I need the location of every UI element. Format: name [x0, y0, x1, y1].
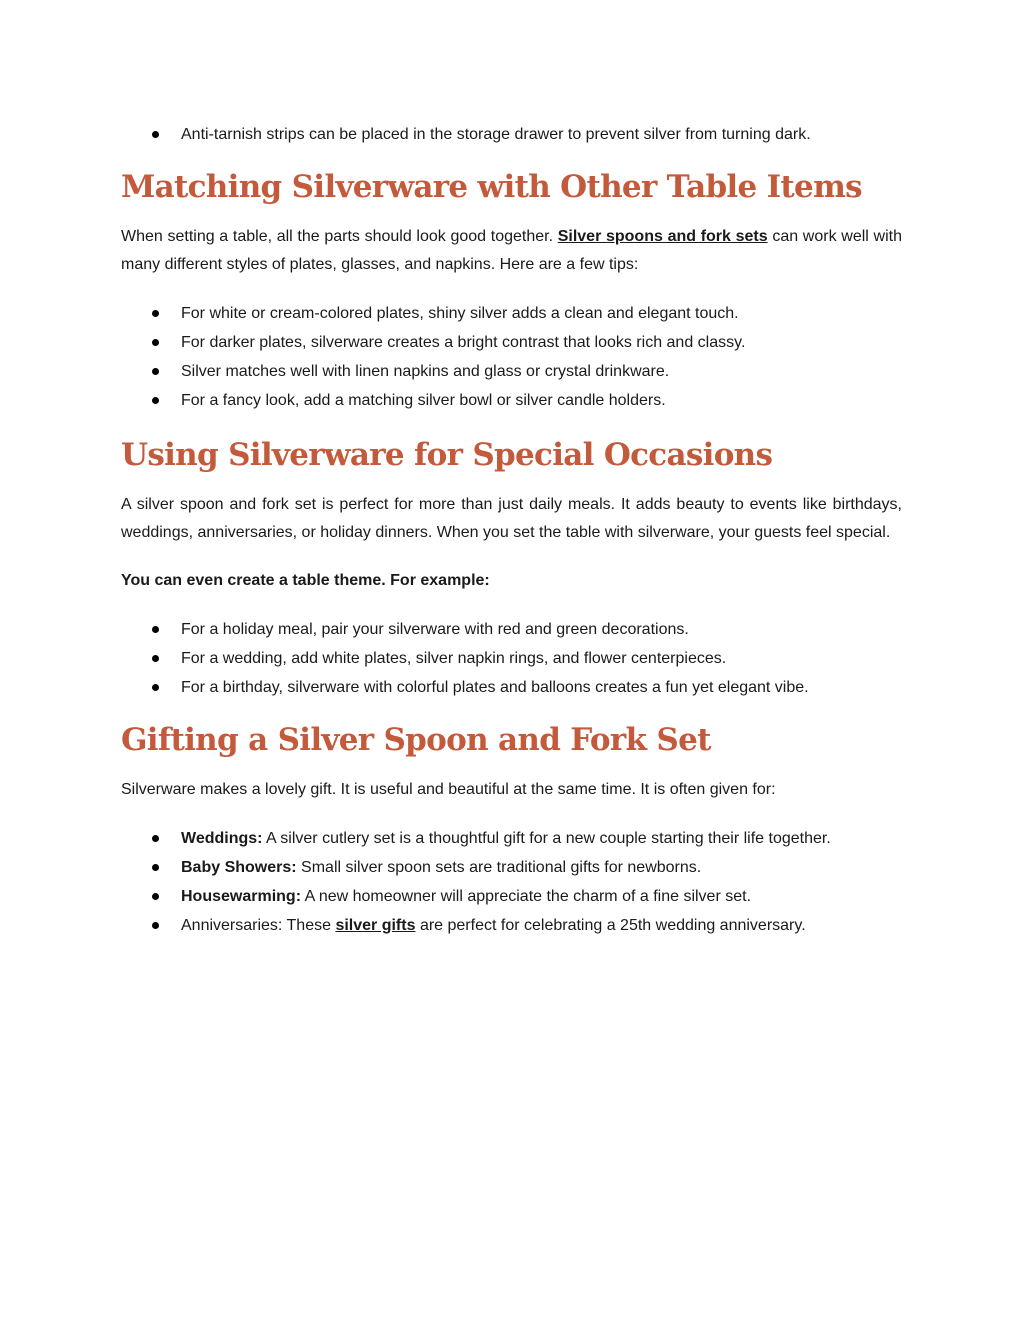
list-item: For a holiday meal, pair your silverware with red and green decorations. [121, 615, 902, 644]
list-item: For a birthday, silverware with colorful plates and balloons creates a fun yet elegant vibe. [121, 673, 902, 702]
bullet-label: Housewarming: [181, 888, 302, 905]
list-item: For a fancy look, add a matching silver bowl or silver candle holders. [121, 386, 902, 415]
bullet-text: A silver cutlery set is a thoughtful gift for a new couple starting their life together. [266, 830, 831, 847]
gift-occasions-list [121, 824, 902, 940]
list-item [121, 824, 902, 853]
silver-gifts-link[interactable]: silver gifts [335, 917, 416, 934]
list-item [121, 911, 902, 940]
section-paragraph-gifting: Silverware makes a lovely gift. It is useful and beautiful at the same time. It is often given for: [121, 781, 776, 798]
list-item: Anti-tarnish strips can be placed in the storage drawer to prevent silver from turning dark. [121, 120, 902, 149]
list-item: Silver matches well with linen napkins and glass or crystal drinkware. [121, 357, 902, 386]
bullet-text: Small silver spoon sets are traditional gifts for newborns. [301, 859, 702, 876]
section-paragraph-occasions: A silver spoon and fork set is perfect for more than just daily meals. It adds beauty to events like birthdays, weddings, anniversaries, or holiday dinners. When you set the table with silverware, your guests feel special. [121, 496, 902, 541]
list-item [121, 882, 902, 911]
matching-tips-list [121, 299, 902, 415]
paragraph-text: When setting a table, all the parts should look good together. [121, 228, 554, 245]
bullet-label: Baby Showers: [181, 859, 297, 876]
intro-bullet-list [121, 120, 902, 149]
bullet-text: are perfect for celebrating a 25th wedding anniversary. [419, 917, 806, 934]
bullet-text: Anniversaries: These [181, 917, 331, 934]
bullet-label: Weddings: [181, 830, 263, 847]
document-page [121, 120, 902, 940]
list-item: For a wedding, add white plates, silver napkin rings, and flower centerpieces. [121, 644, 902, 673]
bullet-text: A new homeowner will appreciate the charm of a fine silver set. [304, 888, 752, 905]
section-heading-gifting: Gifting a Silver Spoon and Fork Set [121, 722, 711, 758]
paragraph-text: can work well with many different styles of plates, glasses, and napkins. Here are a few tips: [121, 228, 902, 273]
theme-examples-list [121, 615, 902, 702]
list-item: For darker plates, silverware creates a bright contrast that looks rich and classy. [121, 328, 902, 357]
silver-spoons-fork-sets-link[interactable]: Silver spoons and fork sets [557, 228, 768, 245]
section-paragraph-matching [121, 223, 902, 279]
section-heading-occasions: Using Silverware for Special Occasions [121, 437, 773, 473]
list-item [121, 853, 902, 882]
theme-lead-text: You can even create a table theme. For example: [121, 572, 490, 589]
list-item: For white or cream-colored plates, shiny silver adds a clean and elegant touch. [121, 299, 902, 328]
section-heading-matching: Matching Silverware with Other Table Items [121, 169, 862, 205]
